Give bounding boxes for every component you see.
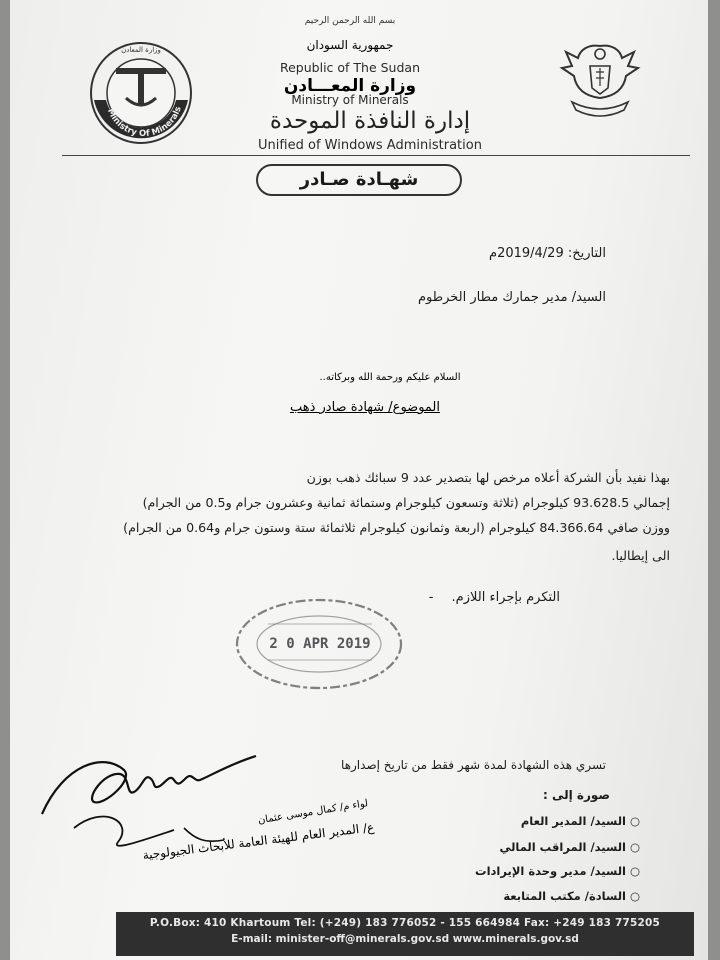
administration-name-english: Unified of Windows Administration [258,138,482,153]
subject-line: الموضوع/ شهادة صادر ذهب [289,400,440,415]
logo-text: Ministry Of Minerals [105,105,184,140]
certificate-title-badge: شهـادة صـادر [256,164,462,196]
republic-name-english: Republic of The Sudan [279,60,420,75]
body-text-line-1: بهذا نفيد بأن الشركة أعلاه مرخص لها بتصدير عدد 9 سبائك ذهب بوزن [306,470,670,485]
request-dash: - [428,590,434,605]
basmala: بسم الله الرحمن الرحيم [304,16,396,26]
logo-top-text: وزارة المعادن [121,46,161,54]
cc-item: ○ السيد/ مدير وحدة الإيرادات [475,864,640,878]
body-text-line-3: ووزن صافي 84.366.64 كيلوجرام (اربعة وثمانون كيلوجرام ثلاثمائة ستة وستون جرام و0.64 من الجرام) [123,520,670,535]
cc-item: ○ السيد/ المراقب المالي [499,840,640,854]
footer-contact-bar [116,912,694,956]
footer-address-phone: P.O.Box: 410 Khartoum Tel: (+249) 183 776052 - 155 664984 Fax: +249 183 775205 [149,917,661,929]
cc-title: صورة إلى : [542,788,610,802]
document-page [10,0,708,960]
greeting: السلام عليكم ورحمة الله وبركاته.. [319,372,461,383]
stamp-date: 2 0 APR 2019 [269,636,371,652]
footer-email-web: E-mail: minister-off@minerals.gov.sd www.minerals.gov.sd [231,933,579,945]
ministry-name-english: Ministry of Minerals [291,93,409,107]
validity-note: تسري هذه الشهادة لمدة شهر فقط من تاريخ إصدارها [341,758,606,772]
body-text-line-4: الى إيطاليا. [611,548,670,563]
signatory-name: لواء م/ كمال موسى عثمان [257,798,369,827]
document-date: التاريخ: 2019/4/29م [489,246,606,261]
signatory-title: ع/ المدير العام للهيئة العامة للأبحاث الجيولوجية [141,820,375,863]
body-text-line-2: إجمالي 93.628.5 كيلوجرام (ثلاثة وتسعون كيلوجرام وستمائة ثمانية وعشرون جرام و0.5 من الجرام) [142,495,670,510]
republic-name-arabic: جمهورية السودان [306,38,394,52]
request-line [429,590,560,605]
ministry-name-arabic: وزارة المعـــادن [283,76,417,96]
administration-name-arabic: إدارة النافذة الموحدة [269,108,471,134]
addressee: السيد/ مدير جمارك مطار الخرطوم [417,290,606,305]
official-stamp [232,594,406,694]
cc-item: ○ السادة/ مكتب المتابعة [503,889,640,903]
header-divider [62,155,690,156]
request-text: التكرم بإجراء اللازم. [451,590,560,605]
cc-item: ○ السيد/ المدير العام [520,814,640,828]
